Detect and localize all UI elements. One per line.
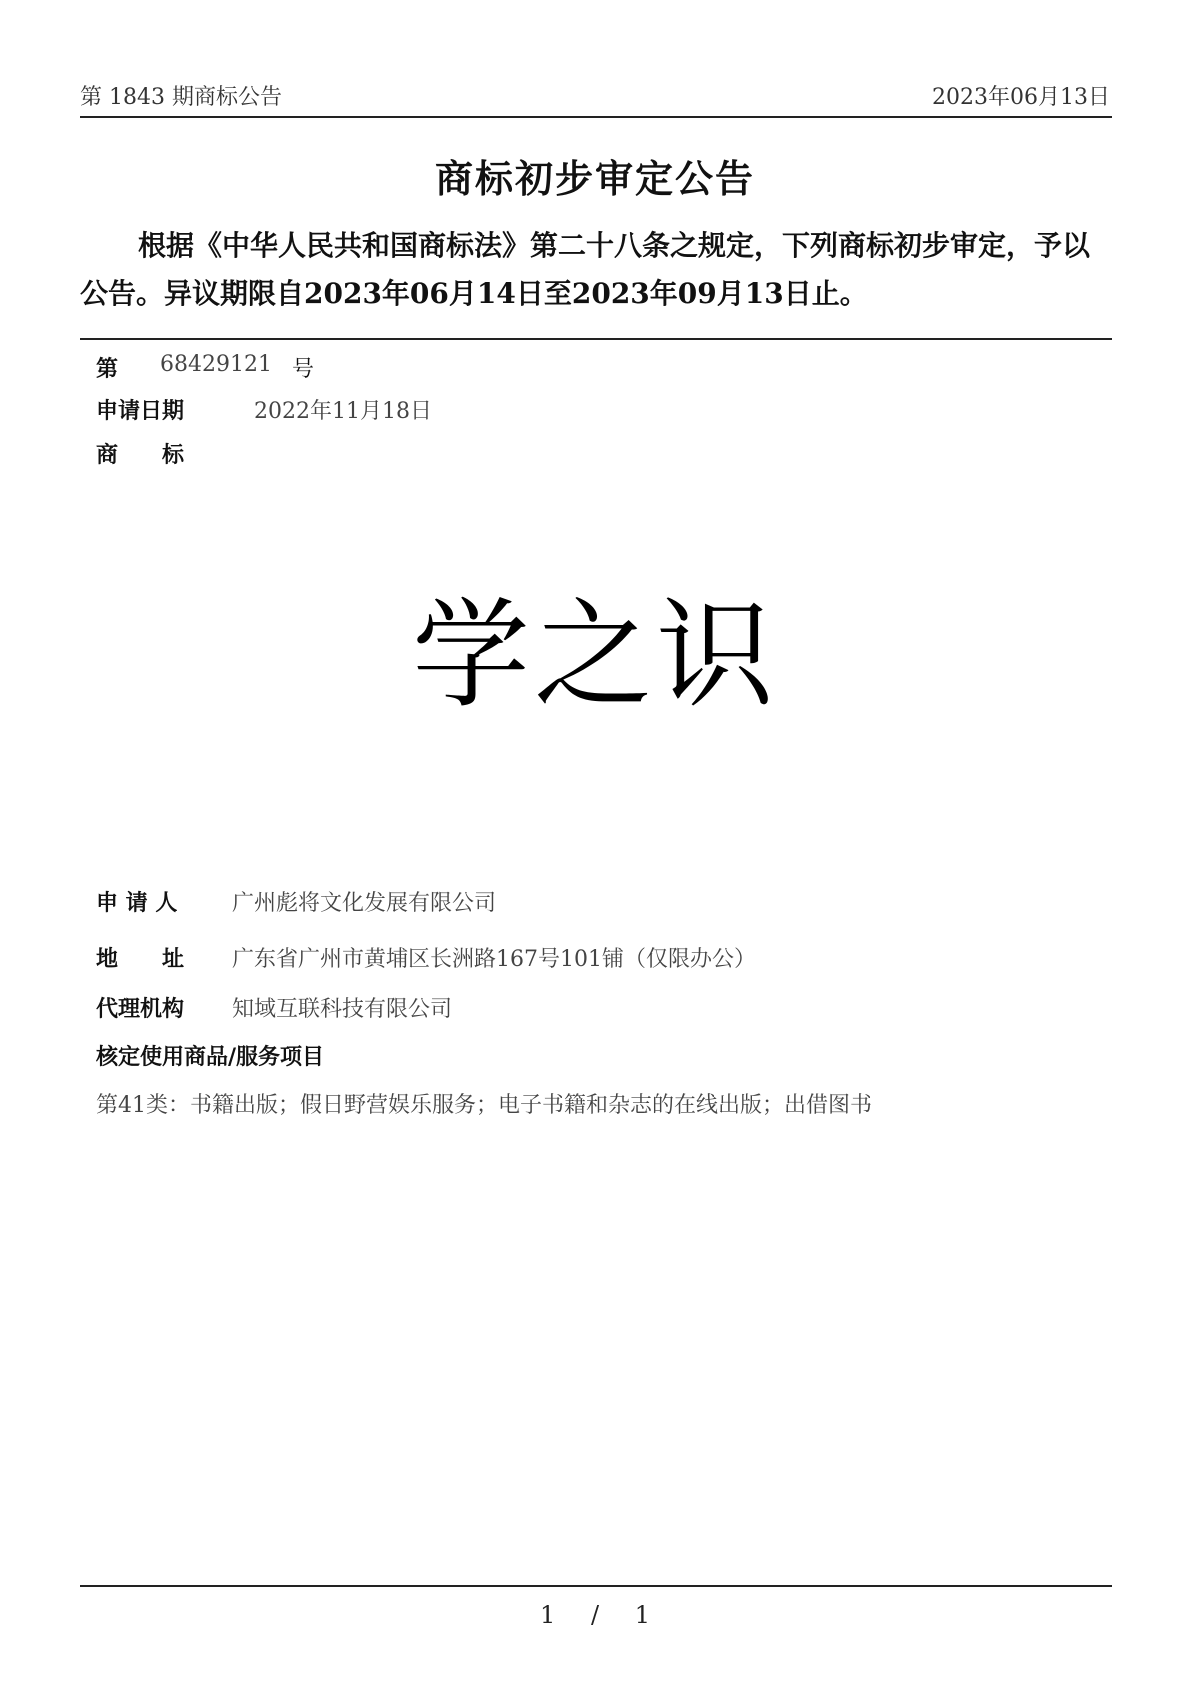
trademark-image: 学之识 bbox=[411, 586, 778, 724]
goods-services: 第41类：书籍出版；假日野营娱乐服务；电子书籍和杂志的在线出版；出借图书 bbox=[96, 1093, 872, 1118]
section-divider bbox=[80, 338, 1112, 340]
agency-label: 代理机构 bbox=[96, 996, 185, 1022]
number-prefix: 第 bbox=[96, 356, 119, 382]
total-pages: 1 bbox=[634, 1601, 650, 1629]
address-label: 地 址 bbox=[96, 946, 185, 972]
application-date-label: 申请日期 bbox=[96, 398, 185, 424]
page-title: 商标初步审定公告 bbox=[434, 156, 755, 201]
registration-number: 68429121 bbox=[160, 352, 272, 377]
page-indicator bbox=[0, 1601, 1190, 1629]
footer-divider bbox=[80, 1585, 1112, 1587]
applicant-address: 广东省广州市黄埔区长洲路167号101铺（仅限办公） bbox=[232, 947, 756, 972]
notice-intro bbox=[80, 222, 1112, 318]
header-divider bbox=[80, 116, 1112, 118]
number-suffix: 号 bbox=[292, 357, 315, 382]
issue-date: 2023年06月13日 bbox=[932, 85, 1110, 110]
notice-intro-text: 根据《中华人民共和国商标法》第二十八条之规定，下列商标初步审定，予以公告。异议期限自2023年06月14日至2023年09月13日止。 bbox=[80, 229, 1091, 310]
applicant-label: 申 请 人 bbox=[96, 890, 178, 916]
issue-number: 第 1843 期商标公告 bbox=[80, 85, 282, 110]
agency-name: 知域互联科技有限公司 bbox=[232, 997, 453, 1022]
goods-label: 核定使用商品/服务项目 bbox=[96, 1044, 325, 1070]
application-date: 2022年11月18日 bbox=[254, 399, 432, 424]
trademark-label: 商 标 bbox=[96, 442, 185, 468]
page-separator: / bbox=[590, 1601, 600, 1629]
applicant-name: 广州彪将文化发展有限公司 bbox=[232, 891, 497, 916]
current-page: 1 bbox=[540, 1601, 556, 1629]
